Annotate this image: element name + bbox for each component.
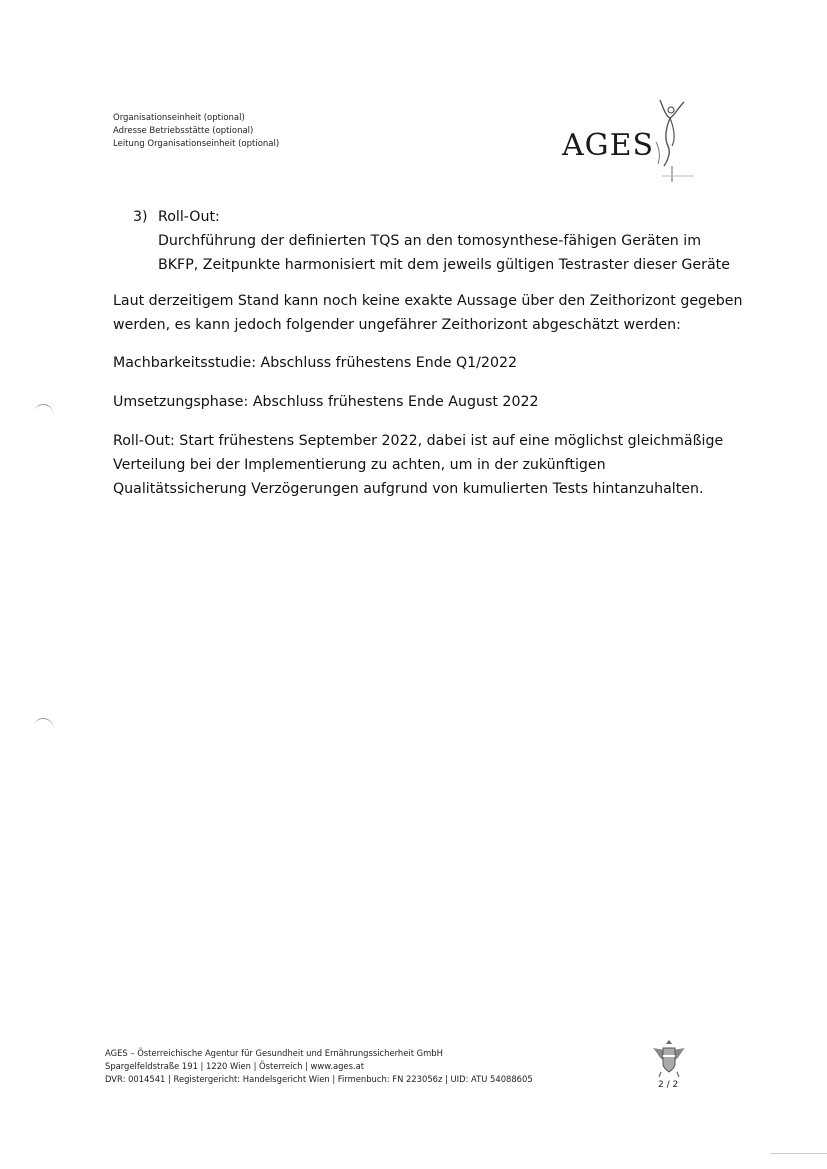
eagle-crest-icon — [649, 1036, 689, 1078]
intro-line: Laut derzeitigem Stand kann noch keine exakte Aussage über den Zeithorizont gegeben — [113, 293, 743, 309]
footer-registry-line: DVR: 0014541 | Registergericht: Handelsgericht Wien | Firmenbuch: FN 223056z | UID: ATU 54088605 — [105, 1074, 533, 1084]
feasibility-paragraph — [113, 351, 723, 375]
list-item-number: 3) — [133, 209, 148, 225]
feasibility-line: Machbarkeitsstudie: Abschluss frühestens Ende Q1/2022 — [113, 355, 518, 371]
rollout-line: Verteilung bei der Implementierung zu achten, um in der zukünftigen — [113, 457, 606, 473]
list-item-heading: Roll-Out: — [158, 209, 220, 225]
ages-logo — [556, 94, 696, 186]
list-item-description — [158, 229, 730, 277]
description-line: Durchführung der definierten TQS an den tomosynthese-fähigen Geräten im — [158, 233, 702, 249]
footer — [105, 1047, 533, 1086]
rollout-line: Roll-Out: Start frühestens September 2022, dabei ist auf eine möglichst gleichmäßige — [113, 433, 724, 449]
scan-edge — [770, 1153, 827, 1154]
logo-wordmark: AGES — [562, 128, 655, 163]
implementation-paragraph — [113, 390, 723, 414]
description-line: BKFP, Zeitpunkte harmonisiert mit dem jeweils gültigen Testraster dieser Geräte — [158, 257, 730, 273]
footer-address-line: Spargelfeldstraße 191 | 1220 Wien | Österreich | www.ages.at — [105, 1061, 365, 1071]
org-unit-line: Organisationseinheit (optional) — [113, 113, 245, 123]
punch-mark — [33, 403, 54, 417]
org-lead-line: Leitung Organisationseinheit (optional) — [113, 139, 280, 149]
punch-mark — [33, 717, 54, 731]
figure-icon — [654, 94, 694, 186]
page-number: 2 / 2 — [658, 1080, 679, 1090]
org-address-line: Adresse Betriebsstätte (optional) — [113, 126, 254, 136]
implementation-line: Umsetzungsphase: Abschluss frühestens Ende August 2022 — [113, 394, 539, 410]
rollout-paragraph — [113, 429, 723, 501]
organisation-block — [113, 112, 279, 151]
intro-line: werden, es kann jedoch folgender ungefährer Zeithorizont abgeschätzt werden: — [113, 317, 681, 333]
intro-paragraph — [113, 289, 743, 337]
rollout-line: Qualitätssicherung Verzögerungen aufgrund von kumulierten Tests hintanzuhalten. — [113, 481, 704, 497]
footer-company-line: AGES – Österreichische Agentur für Gesundheit und Ernährungssicherheit GmbH — [105, 1048, 443, 1058]
